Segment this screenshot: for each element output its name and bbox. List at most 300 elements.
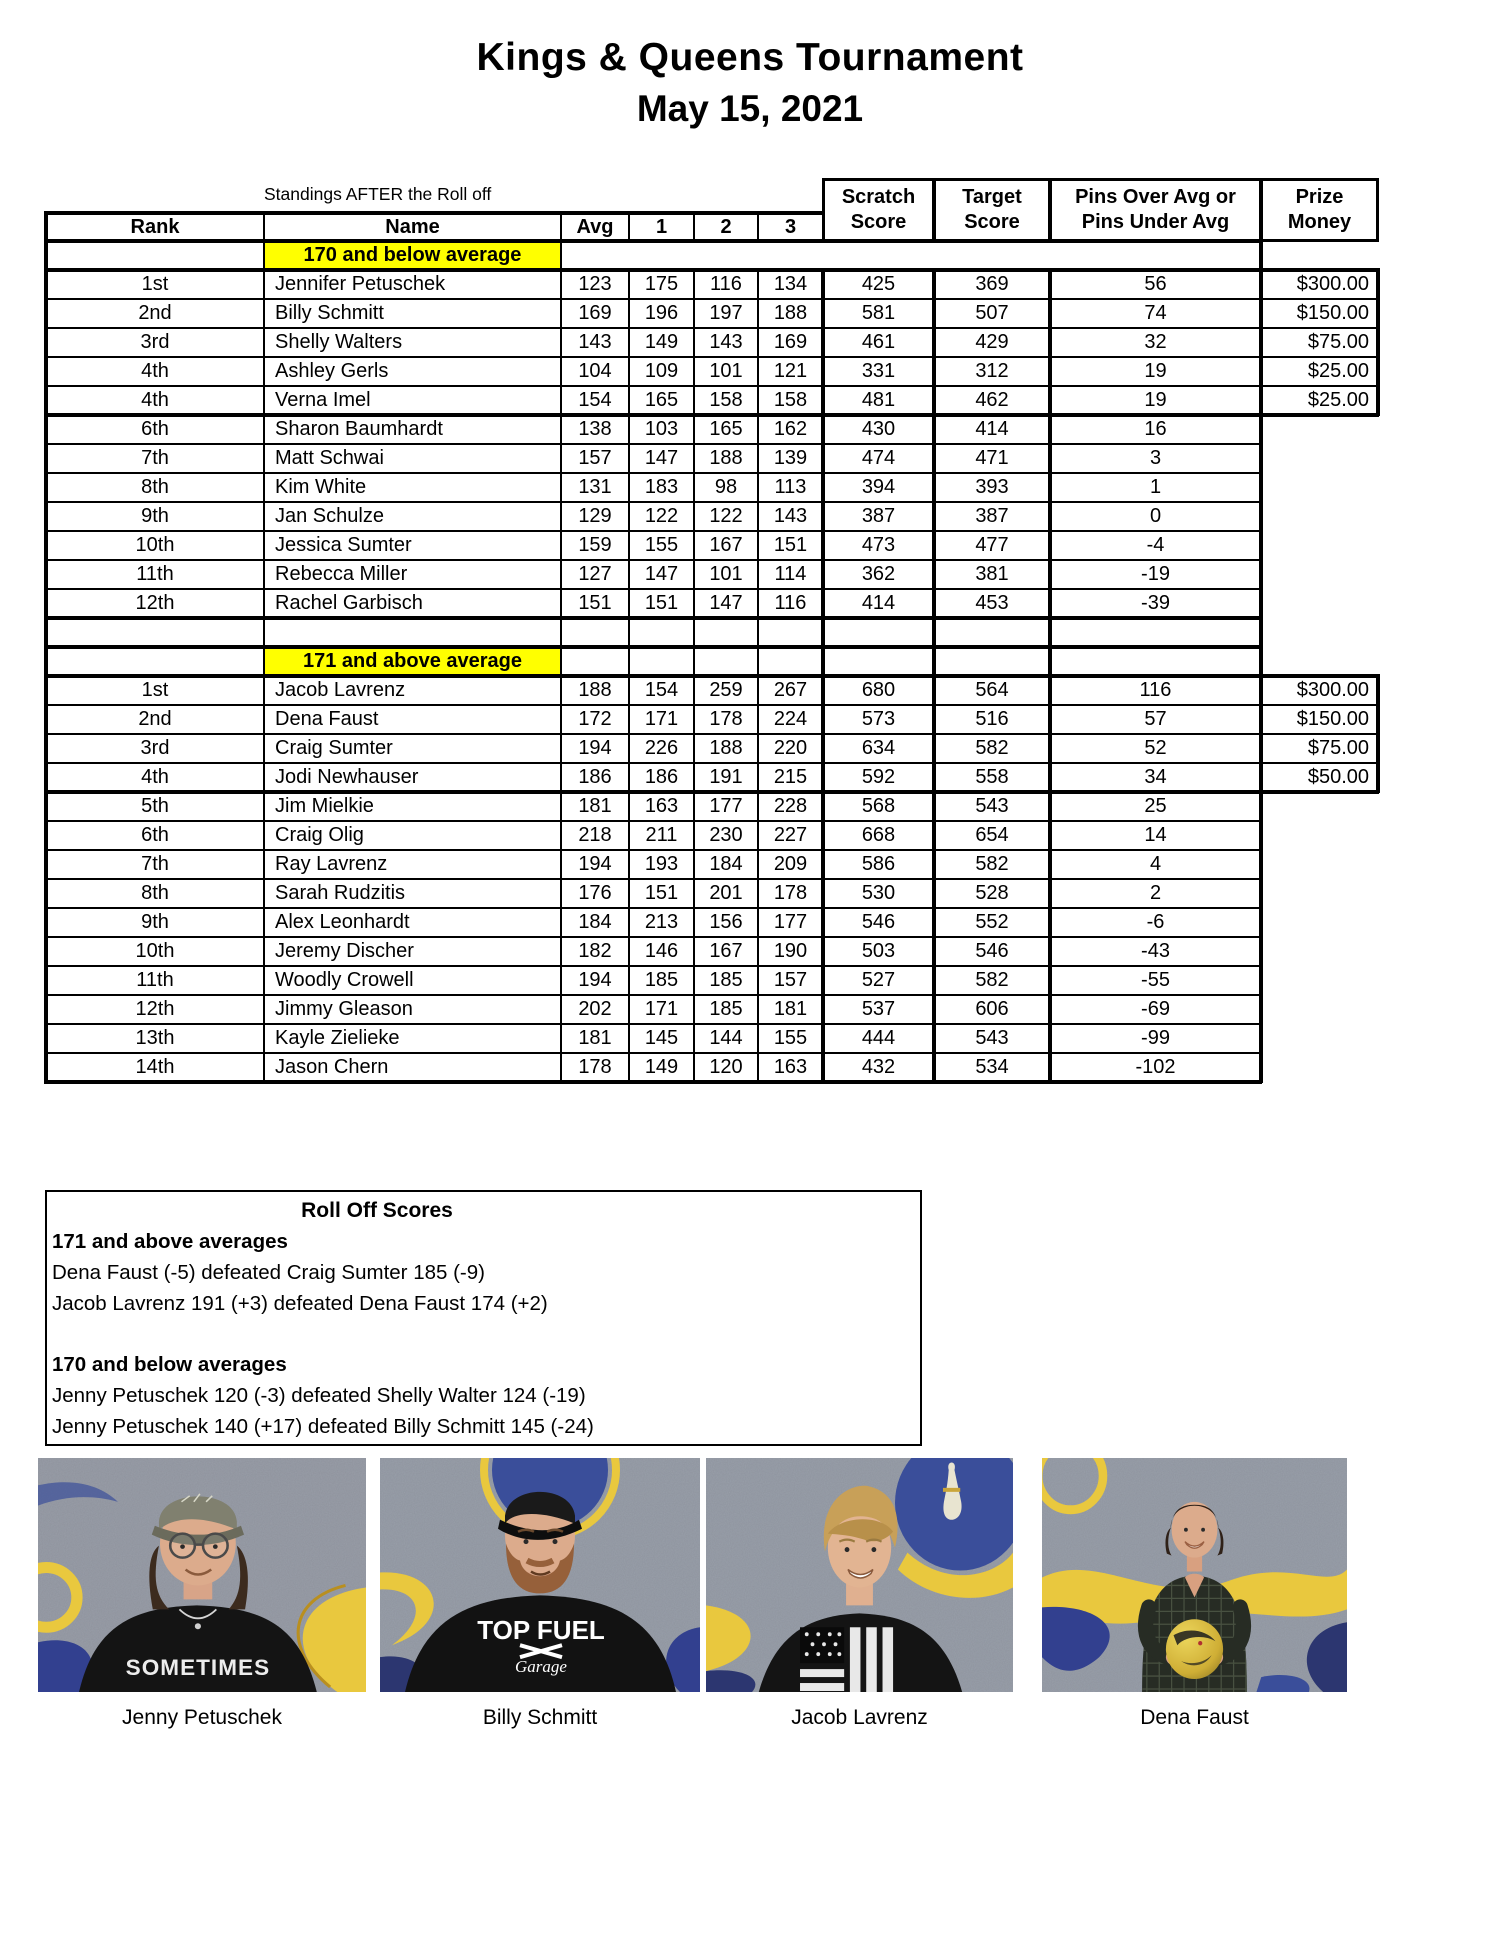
cell-name: Kim White <box>263 472 562 503</box>
cell-score: 34 <box>1049 762 1262 793</box>
cell-rank: 2nd <box>45 298 265 329</box>
cell-score: 312 <box>933 356 1051 387</box>
cell-score: 182 <box>560 936 630 967</box>
grid-line <box>44 211 48 1083</box>
cell-score: 477 <box>933 530 1051 561</box>
grid-line <box>44 645 1262 649</box>
cell-score: 143 <box>693 327 759 358</box>
cell-score: 507 <box>933 298 1051 329</box>
cell-score: 196 <box>628 298 695 329</box>
cell-score: -69 <box>1049 994 1262 1025</box>
grid-line <box>1048 268 1052 1083</box>
cell-score: 215 <box>757 762 824 793</box>
cell-score: 101 <box>693 356 759 387</box>
grid-line <box>44 413 1379 417</box>
column-header-prize <box>1260 178 1379 242</box>
cell-name: Jennifer Petuschek <box>263 269 562 300</box>
cell-rank: 3rd <box>45 327 265 358</box>
cell-score: 503 <box>822 936 935 967</box>
band-empty-cell <box>628 646 695 677</box>
cell-score: 414 <box>822 588 935 619</box>
cell-name: Jeremy Discher <box>263 936 562 967</box>
cell-score: 230 <box>693 820 759 851</box>
cell-score: 634 <box>822 733 935 764</box>
rolloff-result-line: Jacob Lavrenz 191 (+3) defeated Dena Faust 174 (+2) <box>52 1292 548 1315</box>
cell-score: 606 <box>933 994 1051 1025</box>
cell-score: 178 <box>693 704 759 735</box>
cell-score: 516 <box>933 704 1051 735</box>
cell-score: 4 <box>1049 849 1262 880</box>
column-header-pins <box>1049 178 1262 242</box>
cell-name: Sarah Rudzitis <box>263 878 562 909</box>
cell-score: 194 <box>560 849 630 880</box>
grid-line <box>44 211 824 215</box>
page-title: Kings & Queens Tournament <box>476 36 1024 79</box>
cell-score: 113 <box>757 472 824 503</box>
column-header-line: Scratch <box>841 186 916 208</box>
cell-name: Jodi Newhauser <box>263 762 562 793</box>
cell-score: 151 <box>757 530 824 561</box>
cell-score: 527 <box>822 965 935 996</box>
rolloff-result-line: Dena Faust (-5) defeated Craig Sumter 185 (-9) <box>52 1261 485 1284</box>
column-header-scratch <box>822 178 935 242</box>
cell-score: 362 <box>822 559 935 590</box>
cell-score: 165 <box>628 385 695 416</box>
cell-score: -19 <box>1049 559 1262 590</box>
cell-name: Jim Mielkie <box>263 791 562 822</box>
cell-score: 14 <box>1049 820 1262 851</box>
column-header-line: Prize <box>1295 186 1344 208</box>
cell-score: 145 <box>628 1023 695 1054</box>
cell-score: -55 <box>1049 965 1262 996</box>
cell-name: Sharon Baumhardt <box>263 414 562 445</box>
cell-score: 680 <box>822 675 935 706</box>
photo-caption: Billy Schmitt <box>482 1706 598 1729</box>
cell-score: 194 <box>560 733 630 764</box>
grid-line <box>44 674 1379 678</box>
cell-score: 528 <box>933 878 1051 909</box>
cell-name: Dena Faust <box>263 704 562 735</box>
cell-score: 155 <box>628 530 695 561</box>
cell-score: 104 <box>560 356 630 387</box>
band-empty-cell <box>933 646 1051 677</box>
cell-score: -39 <box>1049 588 1262 619</box>
photo-caption: Jacob Lavrenz <box>791 1706 928 1729</box>
cell-score: 151 <box>628 588 695 619</box>
cell-score: 425 <box>822 269 935 300</box>
svg-text:SOMETIMES: SOMETIMES <box>125 1655 271 1680</box>
photo-caption: Dena Faust <box>1140 1706 1249 1729</box>
woman-cap-glasses-photo <box>38 1458 366 1692</box>
cell-score: 211 <box>628 820 695 851</box>
cell-score: 582 <box>933 965 1051 996</box>
cell-score: 154 <box>628 675 695 706</box>
cell-score: 534 <box>933 1052 1051 1083</box>
band-empty-cell <box>822 646 935 677</box>
cell-score: 122 <box>628 501 695 532</box>
player-photo-billy <box>380 1458 700 1730</box>
cell-name: Craig Olig <box>263 820 562 851</box>
cell-prize: $25.00 <box>1260 356 1379 387</box>
cell-score: 461 <box>822 327 935 358</box>
cell-score: 103 <box>628 414 695 445</box>
cell-score: 177 <box>693 791 759 822</box>
cell-score: 143 <box>560 327 630 358</box>
cell-score: 147 <box>628 559 695 590</box>
cell-score: 0 <box>1049 501 1262 532</box>
cell-score: 558 <box>933 762 1051 793</box>
cell-score: 158 <box>693 385 759 416</box>
cell-score: 209 <box>757 849 824 880</box>
column-header-line: Pins Under Avg <box>1081 211 1230 233</box>
cell-score: 190 <box>757 936 824 967</box>
cell-score: 32 <box>1049 327 1262 358</box>
cell-score: 191 <box>693 762 759 793</box>
cell-name: Ashley Gerls <box>263 356 562 387</box>
cell-score: 116 <box>757 588 824 619</box>
cell-name: Verna Imel <box>263 385 562 416</box>
cell-rank: 4th <box>45 385 265 416</box>
cell-score: 573 <box>822 704 935 735</box>
cell-score: 564 <box>933 675 1051 706</box>
cell-score: 654 <box>933 820 1051 851</box>
cell-score: 194 <box>560 965 630 996</box>
cell-score: 146 <box>628 936 695 967</box>
page-date: May 15, 2021 <box>636 88 864 129</box>
spacer-cell <box>757 617 824 648</box>
column-header-game1: 1 <box>628 212 695 242</box>
spacer-cell <box>560 617 630 648</box>
column-header-target <box>933 178 1051 242</box>
grid-line <box>44 1080 1262 1084</box>
cell-rank: 11th <box>45 965 265 996</box>
cell-score: 127 <box>560 559 630 590</box>
cell-score: 184 <box>693 849 759 880</box>
player-photo-jacob <box>706 1458 1013 1730</box>
rolloff-box <box>45 1190 922 1446</box>
cell-score: 149 <box>628 327 695 358</box>
band-rank-cell <box>45 240 265 271</box>
cell-score: 177 <box>757 907 824 938</box>
cell-name: Jacob Lavrenz <box>263 675 562 706</box>
cell-score: 393 <box>933 472 1051 503</box>
cell-name: Kayle Zielieke <box>263 1023 562 1054</box>
band-empty-cell <box>1049 646 1262 677</box>
band-empty-cell <box>757 646 824 677</box>
grid-line <box>932 268 936 1083</box>
cell-score: 129 <box>560 501 630 532</box>
cell-score: 581 <box>822 298 935 329</box>
cell-prize: $300.00 <box>1260 675 1379 706</box>
cell-score: 151 <box>560 588 630 619</box>
cell-name: Jessica Sumter <box>263 530 562 561</box>
cell-score: 163 <box>757 1052 824 1083</box>
cell-score: 582 <box>933 733 1051 764</box>
rolloff-group-heading: 171 and above averages <box>52 1230 288 1253</box>
cell-name: Ray Lavrenz <box>263 849 562 880</box>
cell-score: 156 <box>693 907 759 938</box>
cell-rank: 2nd <box>45 704 265 735</box>
column-header-line: Pins Over Avg or <box>1075 186 1236 208</box>
cell-name: Rachel Garbisch <box>263 588 562 619</box>
band-empty-cell <box>693 646 759 677</box>
cell-score: -102 <box>1049 1052 1262 1083</box>
cell-score: 116 <box>1049 675 1262 706</box>
cell-score: 101 <box>693 559 759 590</box>
column-header-line: Score <box>850 211 907 233</box>
cell-score: 175 <box>628 269 695 300</box>
cell-score: 172 <box>560 704 630 735</box>
cell-score: 429 <box>933 327 1051 358</box>
cell-score: -4 <box>1049 530 1262 561</box>
cell-rank: 9th <box>45 501 265 532</box>
cell-score: 197 <box>693 298 759 329</box>
cell-score: 188 <box>757 298 824 329</box>
cell-score: 178 <box>560 1052 630 1083</box>
cell-score: 121 <box>757 356 824 387</box>
cell-rank: 4th <box>45 356 265 387</box>
cell-score: 387 <box>822 501 935 532</box>
cell-score: 188 <box>560 675 630 706</box>
player-photo-jenny <box>38 1458 366 1730</box>
cell-score: 147 <box>628 443 695 474</box>
cell-score: 473 <box>822 530 935 561</box>
column-header-line: Score <box>964 211 1020 233</box>
cell-rank: 5th <box>45 791 265 822</box>
cell-name: Rebecca Miller <box>263 559 562 590</box>
cell-score: 331 <box>822 356 935 387</box>
cell-score: 471 <box>933 443 1051 474</box>
cell-score: 134 <box>757 269 824 300</box>
cell-score: 444 <box>822 1023 935 1054</box>
cell-score: 474 <box>822 443 935 474</box>
cell-score: 267 <box>757 675 824 706</box>
cell-name: Jan Schulze <box>263 501 562 532</box>
cell-score: 592 <box>822 762 935 793</box>
woman-bowling-ball-photo <box>1042 1458 1347 1692</box>
cell-score: 430 <box>822 414 935 445</box>
grid-line <box>1376 268 1380 416</box>
cell-rank: 14th <box>45 1052 265 1083</box>
cell-score: 3 <box>1049 443 1262 474</box>
spacer-cell <box>693 617 759 648</box>
cell-score: 369 <box>933 269 1051 300</box>
cell-score: 176 <box>560 878 630 909</box>
svg-text:TOP FUEL: TOP FUEL <box>477 1617 605 1646</box>
cell-score: 462 <box>933 385 1051 416</box>
cell-name: Billy Schmitt <box>263 298 562 329</box>
cell-prize: $300.00 <box>1260 269 1379 300</box>
cell-prize: $150.00 <box>1260 704 1379 735</box>
cell-score: 169 <box>560 298 630 329</box>
cell-score: 144 <box>693 1023 759 1054</box>
cell-score: 25 <box>1049 791 1262 822</box>
cell-score: 162 <box>757 414 824 445</box>
cell-score: 193 <box>628 849 695 880</box>
cell-score: 158 <box>757 385 824 416</box>
cell-score: 213 <box>628 907 695 938</box>
cell-name: Jimmy Gleason <box>263 994 562 1025</box>
cell-rank: 4th <box>45 762 265 793</box>
cell-score: 74 <box>1049 298 1262 329</box>
cell-score: 184 <box>560 907 630 938</box>
cell-prize: $150.00 <box>1260 298 1379 329</box>
cell-score: 218 <box>560 820 630 851</box>
section-band-label: 171 and above average <box>263 646 562 677</box>
cell-rank: 1st <box>45 675 265 706</box>
cell-rank: 10th <box>45 936 265 967</box>
cell-score: 181 <box>757 994 824 1025</box>
cell-score: 169 <box>757 327 824 358</box>
young-man-blond-photo <box>706 1458 1013 1692</box>
cell-score: 167 <box>693 530 759 561</box>
cell-name: Matt Schwai <box>263 443 562 474</box>
column-header-rank: Rank <box>45 212 265 242</box>
grid-line <box>1376 674 1380 793</box>
cell-score: 186 <box>560 762 630 793</box>
cell-score: 52 <box>1049 733 1262 764</box>
cell-score: -6 <box>1049 907 1262 938</box>
player-photo-dena <box>1042 1458 1347 1730</box>
cell-score: 154 <box>560 385 630 416</box>
spacer-cell <box>628 617 695 648</box>
cell-score: 181 <box>560 791 630 822</box>
cell-score: 381 <box>933 559 1051 590</box>
cell-score: 143 <box>757 501 824 532</box>
cell-rank: 12th <box>45 588 265 619</box>
cell-score: 183 <box>628 472 695 503</box>
cell-score: 171 <box>628 994 695 1025</box>
cell-score: 186 <box>628 762 695 793</box>
cell-score: 568 <box>822 791 935 822</box>
cell-score: 159 <box>560 530 630 561</box>
cell-score: 228 <box>757 791 824 822</box>
cell-rank: 13th <box>45 1023 265 1054</box>
rolloff-result-line: Jenny Petuschek 140 (+17) defeated Billy Schmitt 145 (-24) <box>52 1415 594 1438</box>
column-header-game3: 3 <box>757 212 824 242</box>
cell-score: 188 <box>693 733 759 764</box>
cell-prize: $25.00 <box>1260 385 1379 416</box>
cell-score: 387 <box>933 501 1051 532</box>
band-empty-cell <box>560 240 1262 271</box>
cell-score: 123 <box>560 269 630 300</box>
cell-rank: 8th <box>45 878 265 909</box>
cell-score: 530 <box>822 878 935 909</box>
cell-name: Woodly Crowell <box>263 965 562 996</box>
cell-score: 414 <box>933 414 1051 445</box>
grid-line <box>44 616 1262 620</box>
cell-score: 155 <box>757 1023 824 1054</box>
spacer-cell <box>822 617 935 648</box>
rolloff-spacer <box>47 1319 920 1349</box>
column-header-game2: 2 <box>693 212 759 242</box>
cell-score: -99 <box>1049 1023 1262 1054</box>
grid-line <box>44 790 1379 794</box>
cell-name: Jason Chern <box>263 1052 562 1083</box>
cell-score: 165 <box>693 414 759 445</box>
man-cap-beard-photo <box>380 1458 700 1692</box>
rolloff-result-line: Jenny Petuschek 120 (-3) defeated Shelly Walter 124 (-19) <box>52 1384 586 1407</box>
cell-score: 56 <box>1049 269 1262 300</box>
standings-note: Standings AFTER the Roll off <box>264 184 492 204</box>
cell-rank: 3rd <box>45 733 265 764</box>
cell-score: 259 <box>693 675 759 706</box>
cell-score: 157 <box>757 965 824 996</box>
cell-score: 546 <box>822 907 935 938</box>
svg-text:Garage: Garage <box>515 1657 567 1677</box>
cell-score: 201 <box>693 878 759 909</box>
cell-score: 220 <box>757 733 824 764</box>
cell-score: 149 <box>628 1052 695 1083</box>
cell-rank: 7th <box>45 849 265 880</box>
cell-score: 57 <box>1049 704 1262 735</box>
cell-score: 227 <box>757 820 824 851</box>
cell-score: 185 <box>628 965 695 996</box>
cell-score: -43 <box>1049 936 1262 967</box>
cell-score: 394 <box>822 472 935 503</box>
cell-rank: 10th <box>45 530 265 561</box>
cell-score: 16 <box>1049 414 1262 445</box>
grid-line <box>821 268 825 1083</box>
cell-score: 668 <box>822 820 935 851</box>
cell-score: 1 <box>1049 472 1262 503</box>
band-empty-cell <box>560 646 630 677</box>
spacer-cell <box>1049 617 1262 648</box>
cell-score: 167 <box>693 936 759 967</box>
cell-score: 543 <box>933 791 1051 822</box>
cell-rank: 6th <box>45 820 265 851</box>
cell-score: 188 <box>693 443 759 474</box>
cell-prize: $50.00 <box>1260 762 1379 793</box>
cell-score: 109 <box>628 356 695 387</box>
spacer-cell <box>45 617 265 648</box>
cell-name: Alex Leonhardt <box>263 907 562 938</box>
cell-score: 582 <box>933 849 1051 880</box>
cell-score: 122 <box>693 501 759 532</box>
cell-score: 19 <box>1049 385 1262 416</box>
cell-score: 185 <box>693 965 759 996</box>
cell-rank: 11th <box>45 559 265 590</box>
cell-score: 543 <box>933 1023 1051 1054</box>
cell-score: 131 <box>560 472 630 503</box>
cell-score: 537 <box>822 994 935 1025</box>
section-band-label: 170 and below average <box>263 240 562 271</box>
standings-table <box>45 178 1381 1084</box>
cell-score: 178 <box>757 878 824 909</box>
photo-caption: Jenny Petuschek <box>122 1706 282 1729</box>
rolloff-group-heading: 170 and below averages <box>52 1353 287 1376</box>
cell-score: 481 <box>822 385 935 416</box>
cell-prize: $75.00 <box>1260 733 1379 764</box>
rolloff-title: Roll Off Scores <box>301 1199 453 1222</box>
cell-rank: 1st <box>45 269 265 300</box>
cell-score: 157 <box>560 443 630 474</box>
cell-score: 163 <box>628 791 695 822</box>
column-header-avg: Avg <box>560 212 630 242</box>
cell-rank: 8th <box>45 472 265 503</box>
cell-score: 120 <box>693 1052 759 1083</box>
cell-score: 19 <box>1049 356 1262 387</box>
cell-score: 546 <box>933 936 1051 967</box>
cell-prize: $75.00 <box>1260 327 1379 358</box>
cell-score: 226 <box>628 733 695 764</box>
column-header-name: Name <box>263 212 562 242</box>
cell-score: 2 <box>1049 878 1262 909</box>
cell-score: 224 <box>757 704 824 735</box>
grid-line <box>1259 239 1263 1083</box>
column-header-line: Target <box>962 186 1022 208</box>
cell-rank: 7th <box>45 443 265 474</box>
